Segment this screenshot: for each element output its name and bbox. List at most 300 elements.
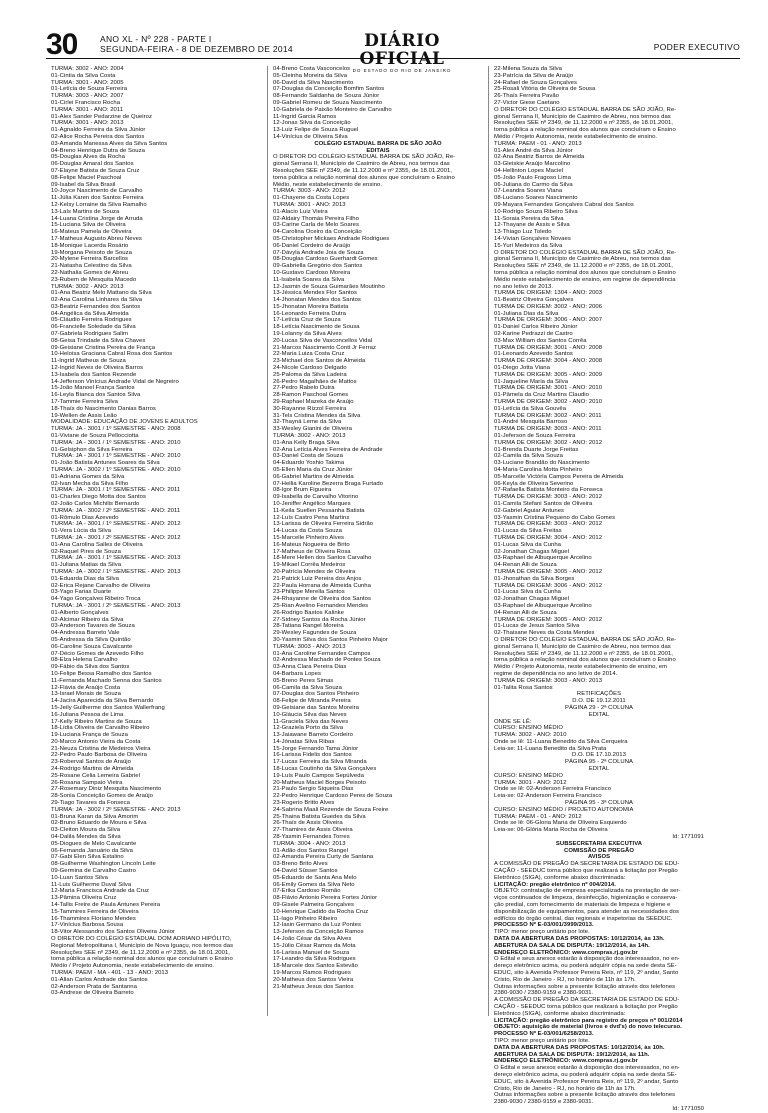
- text-line: Id: 1771091: [672, 834, 704, 841]
- text-line: 19-Marcos Ramos Rodrigues: [273, 969, 351, 976]
- page-number: 30: [46, 28, 78, 61]
- text-line: 03-Breno Brito Alves: [273, 861, 328, 868]
- text-line: 14-Vivian Gonçalves Novaes: [494, 235, 571, 242]
- text-line: 02-Camila da Silva Souza: [494, 453, 563, 460]
- text-line: 09-Gabriella Gregório dos Santos: [273, 263, 363, 270]
- text-line: 12-Maria Francisca Andrade da Cruz: [51, 888, 149, 895]
- text-line: Outras informações sobre a presente licitação através dos telefones: [494, 1092, 676, 1099]
- text-line: 03-Anderson Tavares de Souza: [51, 623, 135, 630]
- text-line: 12-Iasin Germano da Luz Pontes: [273, 922, 361, 929]
- text-line: 11-Ingrid Matheus de Souza: [51, 358, 126, 365]
- text-line: OBJETO: contratação de empresa especializada na prestação de ser-: [494, 888, 681, 895]
- text-line: 01-João Batista Antunes Soares da Silva: [51, 460, 160, 467]
- text-line: 01-Jhonathan da Silva Borges: [494, 575, 575, 582]
- text-line: 17-Kelly Ribeiro Martins de Souza: [51, 718, 142, 725]
- text-line: 33-Wesley Gianini de Oliveira: [273, 426, 352, 433]
- text-line: COLÉGIO ESTADUAL BARRA DE SÃO JOÃO: [314, 140, 442, 147]
- text-line: MODALIDADE: EDUCAÇÃO DE JOVENS E ADULTOS: [51, 419, 198, 426]
- text-line: COMISSÃO DE PREGÃO: [564, 847, 634, 854]
- text-line: DATA DA ABERTURA DAS PROPOSTAS: 10/12/2014, às 13h.: [494, 936, 665, 942]
- text-line: 12-Thayane de Assis e Silva: [494, 222, 570, 229]
- text-line: RETIFICAÇÕES: [576, 691, 622, 698]
- text-line: TURMA: PAEM - 01 - ANO: 2013: [494, 140, 582, 147]
- text-line: 09-Gisele Palmeira Gonçalves: [273, 902, 354, 909]
- text-line: 01-Adão dos Santos Rangel: [273, 847, 348, 854]
- text-line: gional Serrana II, Município de Casimiro de Abreu, nos termos das: [273, 161, 450, 168]
- text-line: 12-Flávia de Araújo Costa: [51, 684, 121, 691]
- text-line: 11-Iago Pinheiro Ribeiro: [273, 915, 338, 922]
- text-line: 27-Thamires de Assis Oliveira: [273, 827, 353, 834]
- text-line: 26-Rodrigo Bastos Kalinke: [273, 609, 344, 616]
- column-1: [46, 66, 267, 1016]
- text-line: 15-João Manoel França Santos: [51, 385, 135, 392]
- text-line: 01-Vera Lúcia da Silva: [51, 528, 112, 535]
- text-line: 21-Patrick Luiz Pereira dos Anjos: [273, 575, 362, 582]
- text-line: TURMA: 3002 - ANO: 2013: [273, 433, 346, 440]
- text-line: 02-Erica Rejane Carvalho de Oliveira: [51, 582, 151, 589]
- text-line: 06-Francielle Soledade da Silva: [51, 324, 136, 331]
- text-line: 15-Jeily Guilherme dos Santos Wallerfrang: [51, 704, 165, 711]
- text-line: 13-Pâmina Oliveira Cruz: [51, 895, 117, 902]
- text-line: 01-Juliana Dias da Silva: [494, 310, 559, 317]
- text-line: 02-Raquel Pires de Souza: [51, 548, 121, 555]
- text-line: 07-Erika Cardoso Romão: [273, 888, 341, 895]
- text-line: 14-Jacira Aparecida da Silva Bernardo: [51, 698, 154, 705]
- text-line: TURMA: 3001 - ANO: 2013: [273, 201, 346, 208]
- text-line: 24-Rhayanne de Oliveira dos Santos: [273, 596, 371, 603]
- text-line: 19-Luciana França de Souza: [51, 732, 128, 739]
- text-line: TURMA DE ORIGEM: 3005 - ANO: 2012: [494, 568, 603, 575]
- text-line: 01-Camila Stefani Santos de Oliveira: [494, 501, 593, 507]
- text-line: 05-Eduardo de Santa Ana Melo: [273, 874, 357, 881]
- text-line: 08-Geisa Trindade da Silva Chaves: [51, 337, 146, 344]
- text-line: 11-Soraia Pereira da Silva: [494, 215, 564, 222]
- text-line: CAÇÃO - SEEDUC torna público que realizará a licitação por Pregão: [494, 1003, 678, 1010]
- text-line: TURMA: 3003 - ANO: 2012: [273, 188, 346, 195]
- text-line: TURMA DE ORIGEM: 3001 - ANO: 2010: [494, 385, 603, 392]
- text-line: 30-Yasmin Silva dos Santos Pinheiro Major: [273, 636, 388, 643]
- text-line: 22-Paula Horrana de Almeida Cunha: [273, 582, 371, 589]
- text-line: 17-Tammie Ferreira Silva: [51, 399, 118, 406]
- text-line: 22-Maria Luiza Costa Cruz: [273, 351, 345, 358]
- text-line: disponibilização de equipamentos, para atender as necessidades dos: [494, 908, 680, 915]
- text-line: Médio, neste estabelecimento de ensino.: [273, 181, 383, 188]
- text-line: TURMA DE ORIGEM: 3003 - ANO: 2012: [494, 521, 603, 528]
- text-line: 10-Gabriela de Paixão Monteiro de Carvalho: [273, 106, 392, 113]
- text-line: 22-Nathalia Gomes de Abreu: [51, 269, 129, 276]
- text-line: SUBSECRETARIA EXECUTIVA: [555, 840, 643, 847]
- text-line: 10-Gláucia Silva das Neves: [273, 711, 347, 718]
- text-line: 03-Cleiton Moura da Silva: [51, 827, 121, 834]
- text-line: 16-Juliana Pessoa de Lima: [51, 711, 124, 718]
- text-line: TURMA: JA - 3001 / 1º SEMESTRE - ANO: 2013: [51, 555, 181, 562]
- text-line: ONDE SE LÊ:: [494, 718, 532, 725]
- text-line: 14-Jónatas Silva Ribas: [273, 738, 335, 745]
- text-line: 09-Mayara Fernandes Gonçalves Cabral dos Santos: [494, 201, 634, 208]
- text-line: EDUC, sito à Avenida Professor Pereira Reis, nº 119, 2º andar, Santo: [494, 1078, 679, 1085]
- text-line: 01-André Mesquita Barroso: [494, 419, 568, 426]
- text-line: 01-Beatriz Oliveira Gonçalves: [494, 297, 574, 304]
- text-line: 10-Luan Santos Silva: [51, 874, 108, 881]
- text-line: O Edital e seus anexos estarão à disposição dos interessados, no en-: [494, 956, 680, 963]
- text-line: 07-Dávyla Andrade Joia de Souza: [273, 249, 364, 256]
- text-line: 10-Heloisa Graciana Cabral Rosa dos Santos: [51, 351, 173, 358]
- text-line: 10-Rodrigo Souza Ribeiro Silva: [494, 208, 578, 215]
- text-line: 09-Fábio da Silva dos Santos: [51, 664, 130, 671]
- text-line: TURMA: 3003 - ANO: 2007: [51, 93, 124, 100]
- text-line: 24-Rafael de Souza Gonçalves: [494, 79, 577, 86]
- text-line: 13-Jaiawane Barreto Cordeiro: [273, 732, 353, 739]
- text-line: 06-Camila da Silva Souza: [273, 684, 342, 691]
- text-line: 01-Adriana Gomes da Silva: [51, 473, 125, 480]
- text-line: 17-Letícia Cruz de Souza: [273, 317, 341, 324]
- text-line: 02-Andressa Machado de Pontes Souza: [273, 657, 381, 664]
- text-line: TIPO: menor preço unitário por lote.: [494, 1037, 590, 1044]
- text-line: 16-Mateus Pamela de Oliveira: [51, 229, 132, 236]
- text-line: 05-Cláudio Ferreira Rodrigues: [51, 317, 132, 324]
- text-line: 21-Matheus Jesus dos Santos: [273, 983, 354, 990]
- text-line: ABERTURA DA SALA DE DISPUTA: 19/12/2014, às 11h.: [494, 1051, 650, 1058]
- text-line: TURMA: JA - 3001 / 2º SEMESTRE - ANO: 2012: [51, 534, 181, 541]
- text-line: LICITAÇÃO: pregão eletrônico nº 004/2014.: [494, 881, 616, 888]
- text-line: 09-Geisiane Cristina Pereira de França: [51, 344, 156, 351]
- text-line: 09-Isabel da Silva Brasil: [51, 181, 116, 188]
- text-line: 18-Vitor Alessandro dos Santos Oliveira Júnior: [51, 929, 175, 936]
- text-line: TURMA: JA - 3001 / 1º SEMESTRE - ANO: 2011: [51, 487, 181, 494]
- text-line: 26-Rosana Sampaio Vieira: [51, 779, 123, 786]
- text-line: 28-Ramon Paschoal Gomes: [273, 392, 349, 399]
- text-line: 16-Leyla Bianca dos Santos Silva: [51, 392, 141, 399]
- text-line: 12-Luís Castro Pena Martins: [273, 514, 350, 521]
- text-line: 15-Marcelle Pinheiro Alves: [273, 534, 345, 541]
- text-line: TURMA DE ORIGEM: 3002 - ANO: 2006: [494, 303, 603, 310]
- text-line: torna pública a relação nominal dos alunos que concluíram o Ensino: [51, 956, 233, 963]
- text-line: 16-Thammires Floriano Mendes: [51, 915, 136, 922]
- text-line: 11-Isabela Soares da Silva: [273, 276, 345, 283]
- text-line: 03-Raphael de Albuquerque Arcelino: [494, 602, 592, 609]
- text-line: TURMA DE ORIGEM: 1304 - ANO: 2003: [494, 290, 603, 297]
- text-line: PROCESSO Nº E-03/001/3999/2013.: [494, 922, 594, 929]
- text-line: Médio / Projeto Autonomia, neste estabelecimento de ensino, em: [494, 664, 668, 671]
- text-line: 17-Vinícius Barbosa Sousa: [51, 922, 124, 929]
- text-line: Cristo, Rio de Janeiro - RJ, no horário de 11h às 17h.: [494, 976, 636, 983]
- text-line: CURSO: ENSINO MÉDIO / PROJETO AUTONOMIA: [494, 806, 634, 813]
- text-line: 24-Rodrigo Martins de Almeida: [51, 766, 134, 773]
- text-line: ABERTURA DA SALA DE DISPUTA: 19/12/2014, às 14h.: [494, 942, 650, 949]
- text-line: 08-Flávio Antonio Pereira Fortes Júnior: [273, 895, 378, 902]
- text-line: 17-Leandro da Silva Rodrigues: [273, 956, 356, 963]
- section-name: PODER EXECUTIVO: [653, 42, 740, 52]
- text-line: 10-Joyce Nascimento de Carvalho: [51, 188, 143, 195]
- text-line: 05-Diogues de Melo Cavalcante: [51, 840, 137, 847]
- text-line: 04-Hellinton Lopes Maciel: [494, 167, 564, 174]
- text-line: 05-João Paulo Fragoso Lima: [494, 174, 571, 181]
- text-line: 20-Marco Antonio Vieira da Costa: [51, 738, 141, 745]
- text-line: 11-Luis Guilherme Duval Silva: [51, 881, 132, 888]
- text-line: 05-Christopher Mickaes Andrade Rodrigues: [273, 235, 390, 242]
- text-line: 01-Bruna Karan da Silva Amorim: [51, 813, 139, 820]
- text-line: TURMA DE ORIGEM: 3005 - ANO: 2012: [494, 616, 603, 623]
- text-line: dereço eletrônico acima, ou poderá adquirir cópia na sede desta SE-: [494, 1071, 677, 1078]
- text-line: 10-Felipe Bessa Ramalho dos Santos: [51, 670, 152, 677]
- text-line: 14-Lucas da Costa Souza: [273, 528, 342, 535]
- text-line: 18-Lídia Oliveira de Carvalho Ribeiro: [51, 725, 150, 732]
- text-line: 03-Anna Clara Pereira Dias: [273, 664, 347, 671]
- text-line: 01-Agnaldo Ferreira da Silva Júnior: [51, 127, 146, 134]
- text-line: 01-Lucas Silva da Cunha: [494, 541, 561, 548]
- text-line: TURMA: 3002 - ANO: 2013: [51, 283, 124, 290]
- text-line: 25-Thaina Batista Guedes da Silva: [273, 813, 366, 820]
- text-line: 01-Lucas de Jesus Santos Silva: [494, 623, 580, 630]
- text-line: 06-Emily Gomes da Silva Neto: [273, 881, 355, 888]
- text-line: 14-Luana Cristina Jorge de Arruda: [51, 215, 143, 222]
- text-line: Médio / Projeto Autonomia, neste estabelecimento de ensino.: [51, 963, 215, 970]
- text-line: 02-Amanda Pereira Curty de Santana: [273, 854, 374, 861]
- text-line: 19-Mikael Corrêa Medeiros: [273, 562, 346, 569]
- text-line: 11-Graciela Silva das Neves: [273, 718, 349, 725]
- text-line: 12-Graziela Porto da Silva: [273, 725, 344, 732]
- text-line: 01-Ana Kelly Braga Silva: [273, 439, 340, 446]
- text-line: 12-Kelsy Lorraine da Silva Ramalho: [51, 201, 147, 208]
- text-line: O Edital e seus anexos estarão à disposição dos interessados, no en-: [494, 1065, 680, 1072]
- text-line: 21-Marcos Nascimento Conti Jr Ferraz: [273, 344, 376, 351]
- text-line: 18-Lucas Coutinho da Silva Gonçalves: [273, 766, 377, 773]
- text-line: 04-Renan Alli de Souza: [494, 609, 557, 616]
- text-line: 09-Isabella de Carvalho Vitorino: [273, 494, 359, 501]
- text-line: 01-Chayene da Costa Lopes: [273, 195, 350, 202]
- text-line: 18-Thaís do Nascimento Danias Barros: [51, 405, 156, 412]
- text-line: TURMA: JA - 3002 / 2º SEMESTRE - ANO: 2013: [51, 806, 181, 813]
- masthead-title: DIÁRIO OFICIAL: [359, 31, 445, 69]
- text-line: 01-Talita Rosa Santos: [494, 684, 553, 691]
- text-line: CURSO: ENSINO MÉDIO: [494, 772, 564, 779]
- text-line: 27-Sidney Santos da Rocha Júnior: [273, 616, 366, 623]
- text-line: dereço eletrônico acima, ou poderá adquirir cópia na sede desta SE-: [494, 963, 677, 970]
- text-line: 08-Elza Helena Carvalho: [51, 657, 118, 664]
- text-line: Resoluções SEE nº 2349, de 11.12.2000 e nº 2355, de 18.01.2001,: [494, 120, 673, 127]
- text-line: TURMA DE ORIGEM: 3003 - ANO: 2011: [494, 426, 602, 433]
- text-line: TURMA: 3001 - ANO: 2013: [51, 120, 124, 127]
- text-line: torna pública a relação nominal dos alunos que concluíram o Ensino: [494, 657, 676, 664]
- text-line: 05-Marcelle Victória Campos Pereira de Almeida: [494, 473, 624, 480]
- text-line: 07-Douglas da Conceição Bomfim Santos: [273, 86, 385, 93]
- text-line: 03-Andrese de Oliveira Barreto: [51, 990, 134, 997]
- text-line: TURMA DE ORIGEM: 3002 - ANO: 2011: [494, 412, 602, 419]
- text-line: 28-Yasmin Fernandes Torres: [273, 834, 350, 841]
- text-line: 02-Karine Pedrazzi de Castro: [494, 331, 573, 338]
- text-line: 13-Thiago Luz Toledo: [494, 229, 552, 236]
- text-line: O DIRETOR DO COLÉGIO ESTADUAL DOM ADRIANO HIPÓLITO,: [51, 936, 232, 942]
- text-line: 02-Anderson Prata de Santanna: [51, 983, 137, 990]
- text-line: 26-Thaís Ferreira Pavão: [494, 93, 559, 100]
- text-line: 07-Gabi Elen Silva Estalino: [51, 854, 124, 861]
- text-line: 13-Laís Martins de Souza: [51, 208, 120, 215]
- text-line: 08-Felipe Maciel Paschoal: [51, 174, 122, 181]
- text-line: 13-Larissa de Oliveira Ferreira Sidrão: [273, 521, 374, 528]
- issue-line-1: ANO XL - Nº 228 - PARTE I: [100, 34, 212, 44]
- text-line: PÁGINA 95 - 2ª COLUNA: [564, 759, 634, 766]
- text-line: 04-Andressa Barreto Vale: [51, 630, 120, 637]
- masthead-subtitle: DO ESTADO DO RIO DE JANEIRO: [352, 68, 452, 73]
- text-line: 21-Neuza Cristina de Medeiros Vieira: [51, 745, 151, 752]
- text-line: 14-Vinícius de Oliveira Silva: [273, 133, 348, 140]
- issue-info: [100, 34, 293, 54]
- text-line: 30-Rayanne Rizzol Ferreira: [273, 405, 347, 412]
- text-line: 01-Lucas da Silva Freitas: [494, 528, 562, 535]
- text-line: 06-Caroline Souza Cavalcante: [51, 643, 133, 650]
- text-line: Resoluções SEE nº 2349, de 11.12.2000 e nº 2355, de 18.01.2001,: [273, 167, 452, 174]
- text-line: 11-Keila Suellen Pessanha Batista: [273, 507, 365, 514]
- text-line: TURMA: JA - 3002 / 2º SEMESTRE - ANO: 2011: [51, 507, 181, 514]
- text-line: 23-Rogerio Britto Alves: [273, 800, 335, 807]
- text-line: 26-Pedro Magalhães de Mattos: [273, 378, 357, 385]
- text-line: 03-Raphael de Albuquerque Arcelino: [494, 555, 592, 562]
- text-line: 04-David Süsser Santos: [273, 868, 338, 875]
- text-line: 21-Paulo Sergio Siqueira Dias: [273, 786, 354, 793]
- text-line: 01-Pâmela da Cruz Martins Claudio: [494, 392, 589, 399]
- text-line: Resoluções SEE nº 2349, de 11.12.2000 e nº 2355, de 18.01.2001,: [494, 650, 673, 657]
- text-line: 2380-9030 / 2380-9159 e 2380-9031.: [494, 990, 594, 997]
- text-line: 01-Rômulo Dias Azevedo: [51, 514, 119, 521]
- text-line: TIPO: menor preço unitário por lote.: [494, 929, 590, 936]
- text-line: TURMA: JA - 3001 / 1º SEMESTRE - ANO: 2008: [51, 426, 181, 433]
- text-line: PÁGINA 29 - 2ª COLUNA: [564, 704, 634, 711]
- text-line: 25-Paloma da Silva Ladeira: [273, 371, 347, 378]
- text-line: 04-Carolina Oceiro da Conceição: [273, 229, 362, 236]
- text-line: 13-Jeferson da Conceição Ramos: [273, 929, 364, 936]
- text-line: 02-Ana Carolina Linhares da Silva: [51, 297, 143, 304]
- text-line: ENDEREÇO ELETRÔNICO: www.compras.rj.gov.br: [494, 949, 638, 956]
- text-line: 07-Gabriela Rodrigues Salim: [51, 331, 128, 338]
- text-line: 03-Carine Carla de Melo Soares: [273, 222, 359, 229]
- text-line: 22-Milena Souza da Silva: [494, 66, 562, 72]
- text-line: 05-Breno Peres Simas: [273, 677, 334, 684]
- text-line: Resoluções SEE nº 2349, de 11.12.2000 e nº 2355, de 18.01.2001,: [51, 949, 230, 956]
- article-columns: [46, 66, 740, 1112]
- text-line: 10-Gustavo Cardoso Moreira: [273, 269, 351, 276]
- text-line: TURMA DE ORIGEM: 3004 - ANO: 2008: [494, 358, 603, 365]
- text-line: 08-Luciano Soares Nascimento: [494, 195, 578, 202]
- text-line: 12-Jasmin de Souza Guimarães Moutinho: [273, 283, 385, 290]
- text-line: D.O. DE 17.10.2013: [572, 752, 626, 759]
- text-line: 12-Ingrid Neves de Oliveira Barros: [51, 365, 144, 372]
- text-line: edifícios do órgão central, das regionais e inspetorias da SEEDUC.: [494, 915, 673, 922]
- text-line: 07-Douglas dos Santos Pinheiro: [273, 691, 359, 698]
- text-line: 27-Rosemary Diniz Mesquita Nascimento: [51, 786, 162, 793]
- text-line: TURMA: JA - 3001 / 2º SEMESTRE - ANO: 2013: [51, 602, 181, 609]
- text-line: 04-Breno Costa Vasconcelos: [273, 66, 351, 72]
- text-line: 15-Yuri Medeiros da Silva: [494, 242, 563, 249]
- text-line: Regional Metropolitana I, Município de Nova Iguaçu, nos termos das: [51, 942, 234, 949]
- text-line: 15-Luciana Silva de Oliveira: [51, 222, 126, 229]
- text-line: O DIRETOR DO COLÉGIO ESTADUAL BARRA DE SÃO JOÃO, Re-: [273, 154, 456, 161]
- text-line: 01-Ana Carolina Salles de Oliveira: [51, 541, 143, 548]
- text-line: 01-Allan Carlos Andrade dos Santos: [51, 976, 148, 983]
- text-line: 11-Ingrid Garcia Ramos: [273, 113, 337, 120]
- text-line: Eletrônico (SIGA), conforme abaixo discriminada:: [494, 1010, 626, 1017]
- text-line: 21-Natasha Celestino da Silva: [51, 263, 132, 270]
- text-line: O DIRETOR DO COLÉGIO ESTADUAL BARRA DE SÃO JOÃO, Re-: [494, 249, 677, 256]
- text-line: 16-Larissa Fidelis dos Santos: [273, 752, 352, 759]
- text-line: OBJETO: aquisição de material (livros e dvd's) do novo telecurso.: [494, 1024, 682, 1031]
- text-line: 08-Guilherme Washington Lincoln Leite: [51, 861, 156, 868]
- text-line: 01-Jeferson de Souza Ferreira: [494, 433, 576, 440]
- text-line: 25-Rian Avelino Fernandes Mendes: [273, 602, 369, 609]
- text-line: 28-Tatiana Rangel Moreira: [273, 623, 344, 630]
- text-line: 20-Patrícia Mendes de Oliveira: [273, 568, 356, 575]
- text-line: 13-Luiz Felipe de Souza Ruguel: [273, 127, 359, 134]
- text-line: TURMA: JA - 3001 / 1º SEMESTRE - ANO: 2012: [51, 521, 181, 528]
- text-line: 23-Patrícia da Silva de Araújo: [494, 72, 574, 79]
- text-line: TURMA DE ORIGEM: 3006 - ANO: 2012: [494, 582, 603, 589]
- text-line: 12-Jonas Silva da Conceição: [273, 120, 351, 127]
- text-line: 20-Matheus Maciel Borges Peixoto: [273, 779, 366, 786]
- text-line: 05-Ellen Maria da Cruz Júnior: [273, 467, 353, 474]
- text-line: 02-Gabriel Aguiar Antunes: [494, 507, 565, 514]
- text-line: Leia-se: 06-Glória Maria Rocha de Oliveira: [494, 827, 608, 834]
- text-line: 14-Tallis Freire de Paula Antunes Pereira: [51, 902, 161, 909]
- text-line: 20-Lucas Silva de Vasconcellos Vidal: [273, 337, 373, 344]
- text-line: 07-Elayne Batista de Souza Cruz: [51, 167, 140, 174]
- text-line: 16-Leonardo Ferreira Dutra: [273, 310, 347, 317]
- text-line: AVISOS: [587, 854, 611, 861]
- text-line: TURMA: 3001 - ANO: 2012: [494, 779, 567, 786]
- text-line: 08-Igor Brum Figueira: [273, 487, 332, 494]
- text-line: 28-Sonia Conceição Gomes de Araújo: [51, 793, 153, 800]
- text-line: Onde se lê: 06-Gloria Maria de Oliveira Esquierdo: [494, 820, 627, 827]
- text-line: 01-Cirlei Francisco Rocha: [51, 99, 121, 106]
- text-line: torna pública a relação nominal dos alunos que concluíram o Ensino: [494, 269, 676, 276]
- text-line: 01-Alberto Gonçalves: [51, 609, 109, 616]
- text-line: 06-Gabriel Martins de Almeida: [273, 473, 354, 480]
- text-line: 19-Luís Paulo Campos Sepúlveda: [273, 772, 364, 779]
- text-line: 04-Eduardo Yoshio Takima: [273, 460, 345, 467]
- text-line: 18-Monique Lacerda Rosário: [51, 242, 129, 249]
- text-line: 17-Lucas Ferreira da Silva Miranda: [273, 759, 367, 766]
- text-line: TURMA DE ORIGEM: 3005 - ANO: 2009: [494, 371, 603, 378]
- text-line: TURMA: JA - 3001 / 1º SEMESTRE - ANO: 2010: [51, 453, 181, 460]
- text-line: 22-Pedro Henrique Cardoso Peres de Souza: [273, 793, 393, 800]
- text-line: 01-Letícia da Silva Gouvêa: [494, 405, 567, 412]
- text-line: 06-Douglas Amaral dos Santos: [51, 161, 134, 168]
- text-line: TURMA DE ORIGEM: 3001 - ANO: 2008: [494, 344, 603, 351]
- text-line: TURMA: 3002 - ANO: 2010: [494, 732, 567, 739]
- text-line: 06-David da Silva Nascimento: [273, 79, 354, 86]
- text-line: 06-Daniel Cordeiro de Araújo: [273, 242, 351, 249]
- text-line: 04-Maria Carolina Motta Pinheiro: [494, 467, 583, 474]
- text-line: 01-Daniel Carlos Ribeiro Júnior: [494, 324, 578, 331]
- text-line: 01-Alex Sander Pedarzine de Queiroz: [51, 113, 152, 120]
- text-line: TURMA: 3003 - ANO: 2013: [273, 643, 346, 650]
- text-line: 2380-9030 / 2380-9159 e 2380-9031.: [494, 1099, 594, 1106]
- text-line: PROCESSO Nº E-03/001/6258/2013.: [494, 1031, 594, 1038]
- text-line: EDITAL: [588, 711, 610, 718]
- text-line: 01-Eduarda Dias da Silva: [51, 575, 119, 582]
- text-line: 01-Juliana Matias da Silva: [51, 562, 122, 569]
- text-line: 17-Matheus de Oliveira Rosa: [273, 548, 351, 555]
- text-line: gional Serrana II, Município de Casimiro de Abreu, nos termos das: [494, 256, 671, 263]
- text-line: Id: 1771050: [672, 1105, 704, 1112]
- text-line: 02-Ivan Mecha da Silva Filho: [51, 480, 129, 487]
- text-line: EDUC, sito à Avenida Professor Pereira Reis, nº 119, 2º andar, Santo: [494, 969, 679, 976]
- text-line: TURMA: 3004 - ANO: 2013: [273, 840, 346, 847]
- text-line: 07-Rafaella Batista Monteiro da Fonseca: [494, 487, 603, 494]
- text-line: gional Serrana II, Município de Casimiro de Abreu, nos termos das: [494, 643, 671, 650]
- text-line: 08-Felipe de Miranda Pereira: [273, 698, 351, 705]
- text-line: 27-Pedro Rabelo Dutra: [273, 385, 335, 392]
- text-line: ENDEREÇO ELETRÔNICO: www.compras.rj.gov.br: [494, 1058, 638, 1065]
- text-line: 20-Mylene Ferreira Barcellos: [51, 256, 129, 263]
